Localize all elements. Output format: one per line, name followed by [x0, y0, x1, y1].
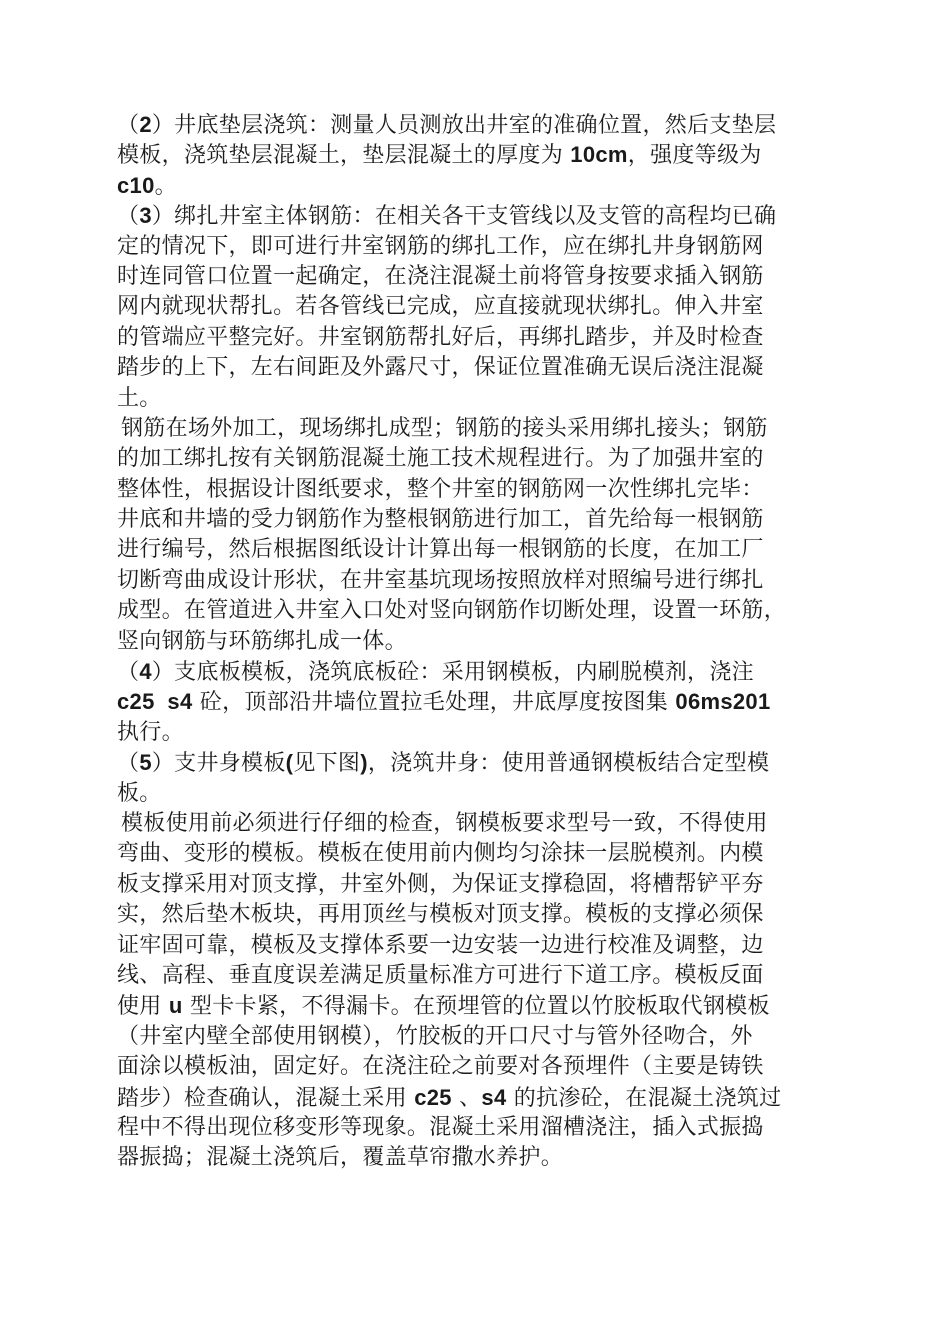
- text-line: 的管端应平整完好。井室钢筋帮扎好后，再绑扎踏步，并及时检查: [117, 324, 764, 350]
- text-line: 证牢固可靠，模板及支撑体系要一边安装一边进行校准及调整，边: [117, 932, 764, 958]
- text-line: 实，然后垫木板块，再用顶丝与模板对顶支撑。模板的支撑必须保: [117, 902, 764, 928]
- text-line: 进行编号，然后根据图纸设计计算出每一根钢筋的长度，在加工厂: [117, 537, 764, 563]
- text-line: 土。: [117, 385, 162, 411]
- text-line: 弯曲、变形的模板。模板在使用前内侧均匀涂抹一层脱模剂。内模: [117, 841, 764, 867]
- text-line: 器振捣；混凝土浇筑后，覆盖草帘撒水养护。: [117, 1145, 564, 1171]
- text-line: 切断弯曲成设计形状，在井室基坑现场按照放样对照编号进行绑扎: [117, 567, 764, 593]
- text-line: 执行。: [117, 719, 184, 745]
- text-line: 线、高程、垂直度误差满足质量标准方可进行下道工序。模板反面: [117, 962, 764, 988]
- text-line: 使用 u 型卡卡紧，不得漏卡。在预埋管的位置以竹胶板取代钢模板: [117, 993, 770, 1020]
- text-line: （3）绑扎井室主体钢筋：在相关各干支管线以及支管的高程均已确: [117, 203, 777, 230]
- text-line: 板。: [117, 780, 162, 806]
- text-line: 踏步的上下，左右间距及外露尺寸，保证位置准确无误后浇注混凝: [117, 355, 764, 381]
- text-line: 钢筋在场外加工，现场绑扎成型；钢筋的接头采用绑扎接头；钢筋: [121, 415, 768, 441]
- text-line: 网内就现状帮扎。若各管线已完成，应直接就现状绑扎。伸入井室: [117, 294, 764, 320]
- text-line: 面涂以模板油，固定好。在浇注砼之前要对各预埋件（主要是铸铁: [117, 1054, 764, 1080]
- text-line: c10。: [117, 172, 177, 199]
- text-line: 井底和井墙的受力钢筋作为整根钢筋进行加工，首先给每一根钢筋: [117, 507, 764, 533]
- text-line: 程中不得出现位移变形等现象。混凝土采用溜槽浇注，插入式振捣: [117, 1114, 764, 1140]
- text-line: （5）支井身模板(见下图)，浇筑井身：使用普通钢模板结合定型模: [117, 750, 770, 777]
- text-line: （4）支底板模板，浇筑底板砼：采用钢模板，内刷脱模剂，浇注: [117, 659, 754, 686]
- text-line: 成型。在管道进入井室入口处对竖向钢筋作切断处理，设置一环筋，: [117, 598, 787, 624]
- text-line: 板支撑采用对顶支撑，井室外侧，为保证支撑稳固，将槽帮铲平夯: [117, 871, 764, 897]
- text-line: （2）井底垫层浇筑：测量人员测放出井室的准确位置，然后支垫层: [117, 112, 777, 138]
- text-line: 的加工绑扎按有关钢筋混凝土施工技术规程进行。为了加强井室的: [117, 446, 764, 472]
- text-line: 模板，浇筑垫层混凝土，垫层混凝土的厚度为 10cm，强度等级为: [117, 142, 762, 169]
- document-body: [117, 110, 857, 1174]
- text-line: 时连同管口位置一起确定，在浇注混凝土前将管身按要求插入钢筋: [117, 263, 764, 289]
- text-line: 竖向钢筋与环筋绑扎成一体。: [117, 628, 407, 654]
- text-line: 模板使用前必须进行仔细的检查，钢模板要求型号一致，不得使用: [121, 810, 768, 836]
- text-line: c25 s4 砼，顶部沿井墙位置拉毛处理，井底厚度按图集 06ms201: [117, 689, 771, 716]
- text-line: 定的情况下，即可进行井室钢筋的绑扎工作，应在绑扎井身钢筋网: [117, 233, 764, 259]
- text-line: （井室内壁全部使用钢模），竹胶板的开口尺寸与管外径吻合，外: [117, 1023, 753, 1049]
- text-line: 踏步）检查确认，混凝土采用 c25 、s4 的抗渗砼，在混凝土浇筑过: [117, 1084, 782, 1111]
- text-line: 整体性，根据设计图纸要求，整个井室的钢筋网一次性绑扎完毕：: [117, 476, 764, 502]
